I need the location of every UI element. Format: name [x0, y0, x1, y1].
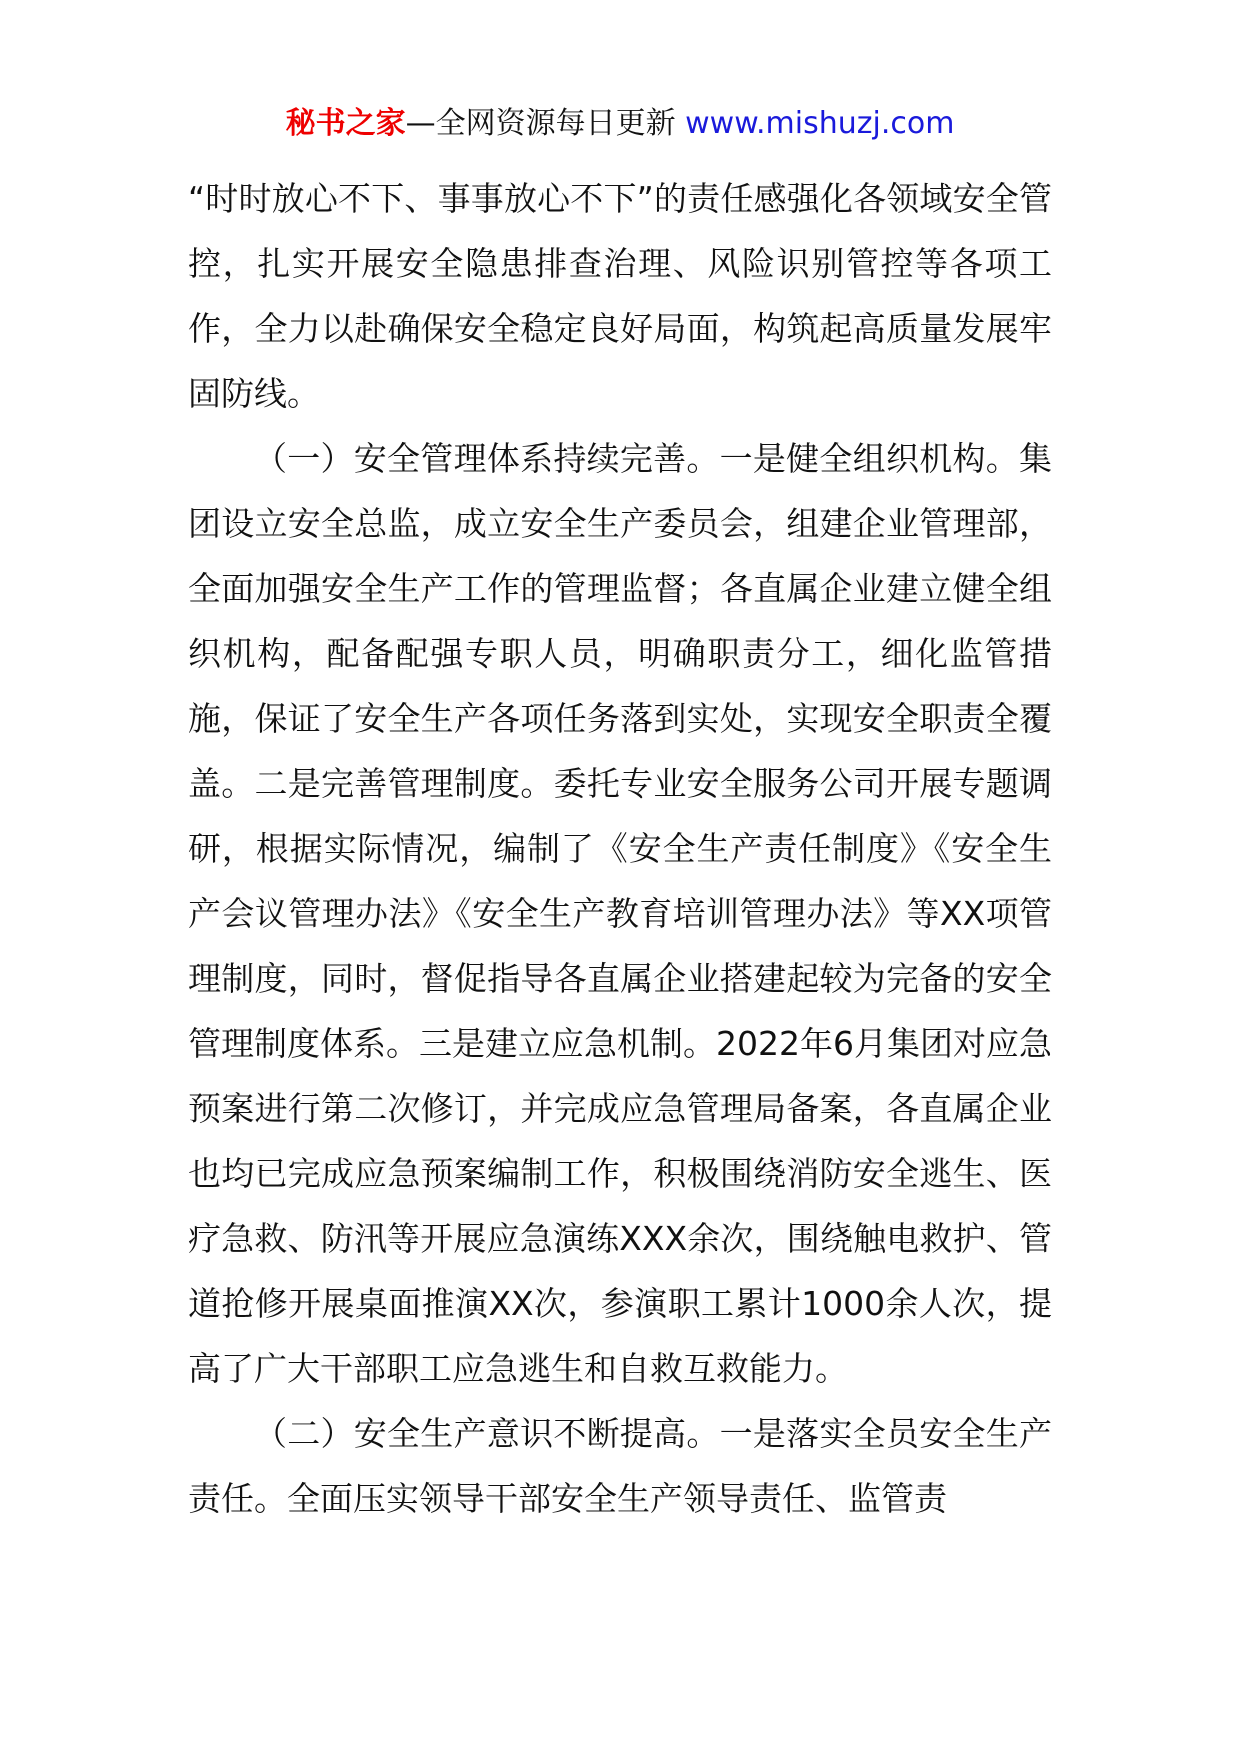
paragraph-section-2: （二）安全生产意识不断提高。一是落实全员安全生产责任。全面压实领导干部安全生产领导责任、监管责 [188, 1414, 1052, 1518]
header-tagline: —全网资源每日更新 [405, 106, 676, 141]
paragraph-section-1: （一）安全管理体系持续完善。一是健全组织机构。集团设立安全总监，成立安全生产委员会，组建企业管理部，全面加强安全生产工作的管理监督；各直属企业建立健全组织机构，配备配强专职人员，明确职责分工，细化监管措施，保证了安全生产各项任务落到实处，实现安全职责全覆盖。二是完善管理制度。委托专业安全服务公司开展专题调研，根据实际情况，编制了《安全生产责任制度》《安全生产会议管理办法》《安全生产教育培训管理办法》等XX项管理制度，同时，督促指导各直属企业搭建起较为完备的安全管理制度体系。三是建立应急机制。2022年6月集团对应急预案进行第二次修订，并完成应急管理局备案，各直属企业也均已完成应急预案编制工作，积极围绕消防安全逃生、医疗急救、防汛等开展应急演练XXX余次，围绕触电救护、管道抢修开展桌面推演XX次，参演职工累计1000余人次，提高了广大干部职工应急逃生和自救互救能力。 [188, 439, 1052, 1388]
document-body [188, 166, 1052, 1531]
brand-name: 秘书之家 [285, 106, 406, 141]
paragraph-continuation: “时时放心不下、事事放心不下”的责任感强化各领域安全管控，扎实开展安全隐患排查治理、风险识别管控等各项工作，全力以赴确保安全稳定良好局面，构筑起高质量发展牢固防线。 [188, 179, 1052, 413]
website-link[interactable]: www.mishuzj.com [685, 106, 955, 141]
page-header [0, 104, 1240, 144]
